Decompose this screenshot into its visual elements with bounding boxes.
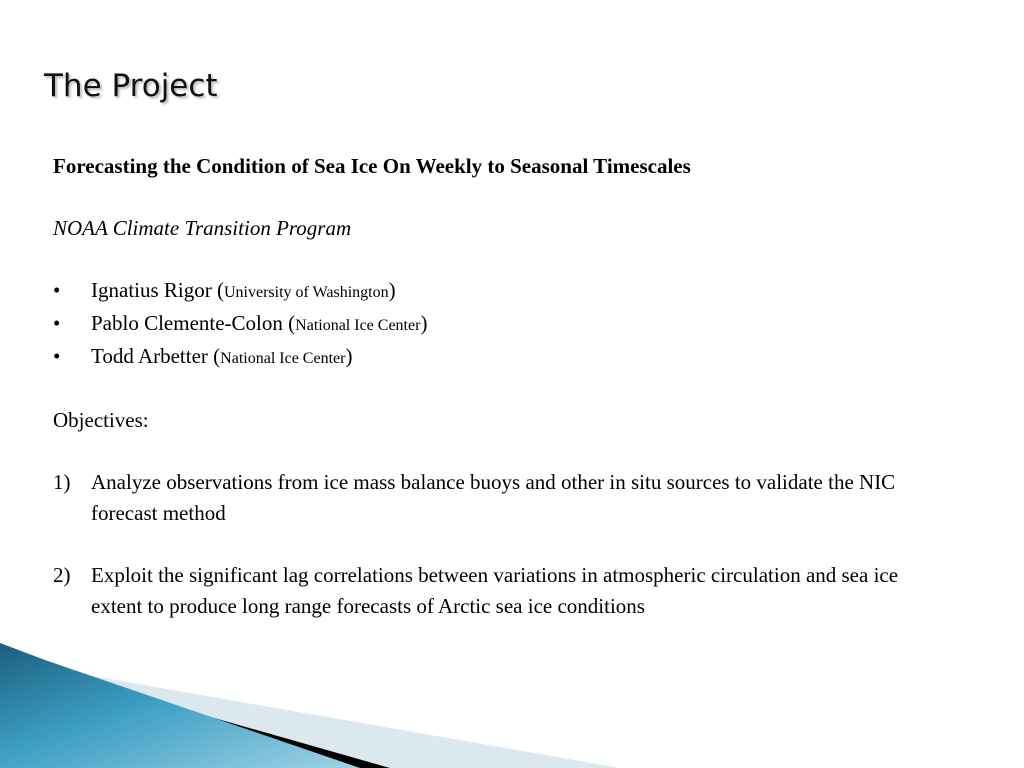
spacer: [53, 244, 933, 275]
bullet-marker: •: [53, 311, 61, 335]
person-affiliation: University of Washington: [224, 284, 389, 301]
objectives-label: Objectives:: [53, 408, 149, 432]
spacer: [53, 374, 933, 405]
person-affiliation: National Ice Center: [220, 350, 346, 367]
spacer: [53, 436, 933, 467]
slide-body: [53, 151, 933, 622]
project-headline: Forecasting the Condition of Sea Ice On Weekly to Seasonal Timescales: [53, 154, 691, 178]
program-name: NOAA Climate Transition Program: [53, 216, 352, 240]
person-name: Pablo Clemente-Colon: [91, 311, 283, 335]
slide-title: The Project: [44, 68, 218, 104]
objective-number: 2): [53, 563, 71, 587]
person-item: [53, 341, 933, 374]
corner-wave-decoration: [0, 643, 620, 768]
person-item: [53, 308, 933, 341]
objective-text: Analyze observations from ice mass balance buoys and other in situ sources to validate the NIC forecast method: [91, 470, 896, 525]
person-entry: Todd Arbetter (National Ice Center): [91, 344, 353, 368]
spacer: [53, 529, 933, 560]
spacer: [53, 182, 933, 213]
person-name: Ignatius Rigor: [91, 278, 212, 302]
bullet-marker: •: [53, 278, 61, 302]
objective-number: 1): [53, 470, 71, 494]
person-entry: Pablo Clemente-Colon (National Ice Center): [91, 311, 428, 335]
bullet-marker: •: [53, 344, 61, 368]
person-affiliation: National Ice Center: [295, 317, 421, 334]
person-entry: Ignatius Rigor (University of Washington): [91, 278, 396, 302]
objective-text: Exploit the significant lag correlations between variations in atmospheric circulation and sea ice extent to produce long range forecasts of Arctic sea ice conditions: [91, 563, 899, 618]
objective-item: [53, 467, 933, 529]
person-name: Todd Arbetter: [91, 344, 208, 368]
person-item: [53, 275, 933, 308]
objective-item: [53, 560, 933, 622]
people-list: [53, 275, 933, 374]
